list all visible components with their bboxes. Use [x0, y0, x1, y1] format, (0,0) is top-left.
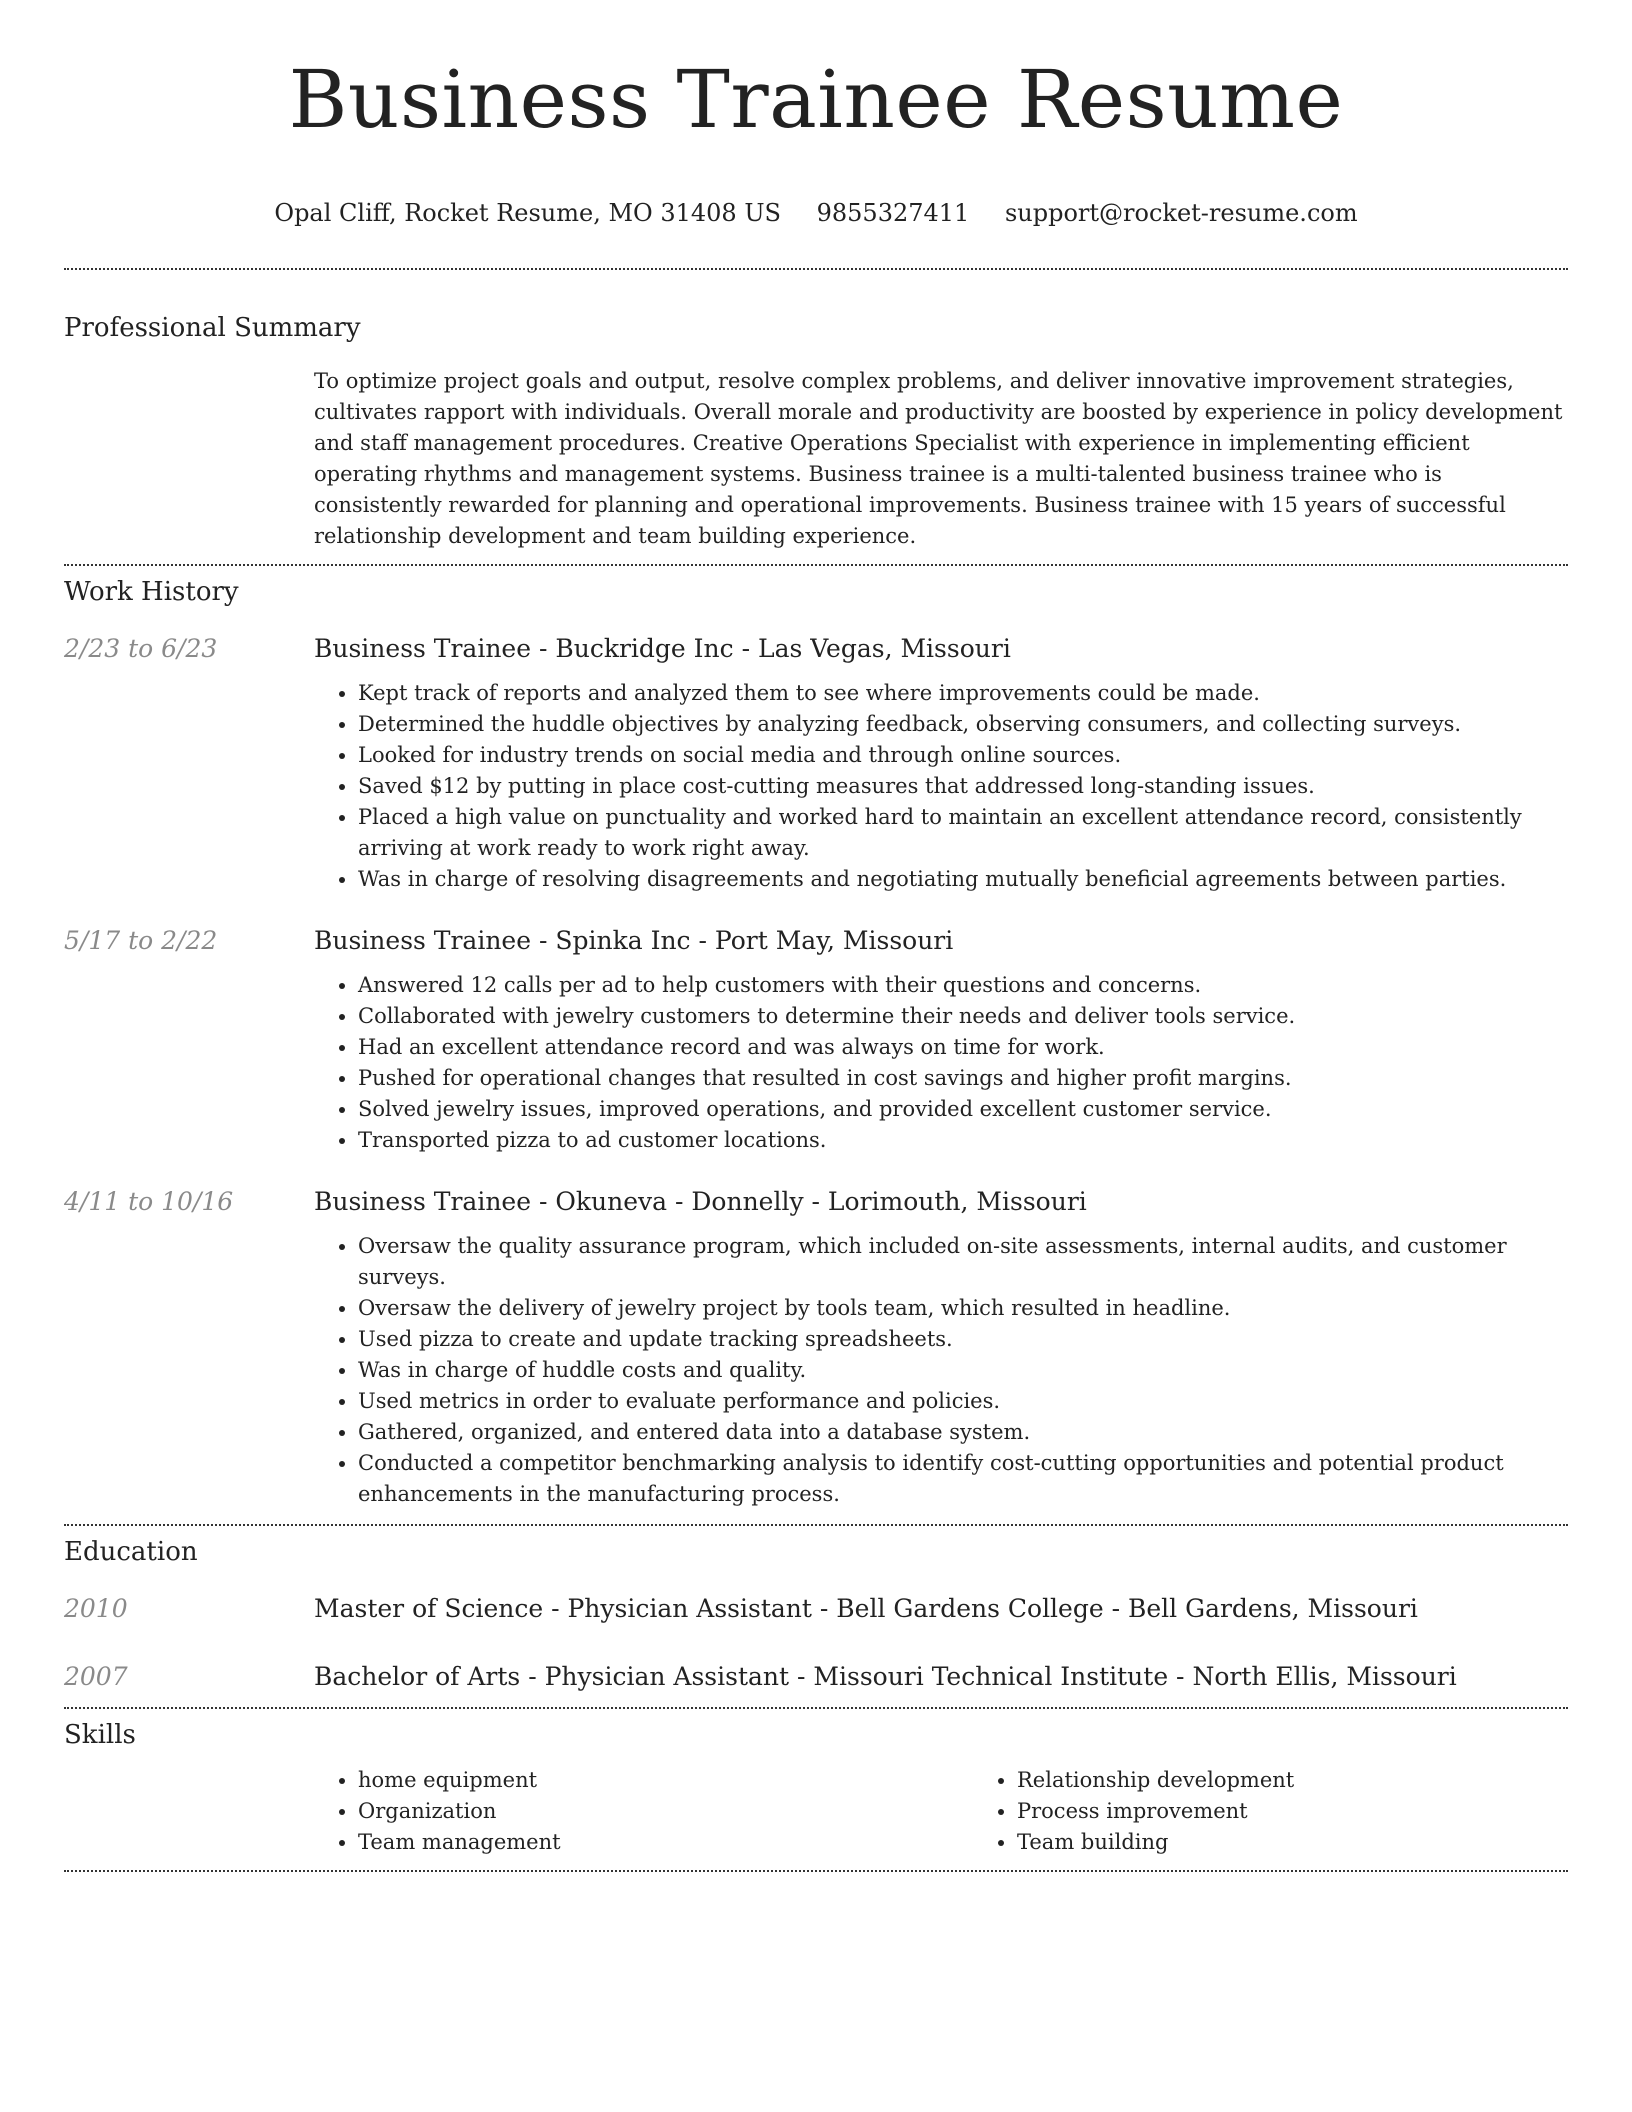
divider: [64, 1707, 1568, 1709]
list-item: • Team building: [1017, 1827, 1632, 1858]
list-item: • Used pizza to create and update tracking spreadsheets.: [358, 1324, 1568, 1355]
phone: 9855327411: [816, 199, 970, 227]
list-item: • Transported pizza to ad customer locations.: [358, 1125, 1568, 1156]
education-heading: Education: [64, 1537, 198, 1567]
skills-heading: Skills: [64, 1720, 136, 1750]
list-item: • Oversaw the quality assurance program, which included on-site assessments, internal audits, and customer surveys.: [358, 1231, 1568, 1293]
list-item: • Kept track of reports and analyzed them to see where improvements could be made.: [358, 678, 1568, 709]
list-item: • Pushed for operational changes that resulted in cost savings and higher profit margins.: [358, 1063, 1568, 1094]
email: support@rocket-resume.com: [1004, 199, 1358, 227]
school: - Bell Gardens College - Bell Gardens, Missouri: [811, 1594, 1418, 1623]
list-item: • Process improvement: [1017, 1796, 1632, 1827]
divider: [64, 1870, 1568, 1872]
work-history-heading: Work History: [64, 577, 239, 607]
list-item: • Collaborated with jewelry customers to determine their needs and deliver tools service.: [358, 1001, 1568, 1032]
school: - Missouri Technical Institute - North Ellis, Missouri: [789, 1662, 1457, 1691]
education-entry: [64, 1661, 1568, 1693]
job-bullets: [314, 678, 1568, 895]
job-dates: 5/17 to 2/22: [64, 926, 218, 955]
education-year: 2010: [64, 1594, 128, 1623]
resume-title: Business Trainee Resume: [288, 53, 1344, 146]
list-item: • Saved $12 by putting in place cost-cutting measures that addressed long-standing issues.: [358, 771, 1568, 802]
address: Opal Cliff, Rocket Resume, MO 31408 US: [274, 199, 781, 227]
summary-heading: Professional Summary: [64, 313, 361, 343]
resume-page: [64, 0, 1568, 1872]
divider: [64, 1524, 1568, 1526]
list-item: • Used metrics in order to evaluate performance and policies.: [358, 1386, 1568, 1417]
job-entry: [64, 925, 1568, 1156]
skills-column: [973, 1765, 1632, 1858]
job-dates: 2/23 to 6/23: [64, 634, 218, 663]
list-item: • Organization: [358, 1796, 973, 1827]
divider: [64, 564, 1568, 566]
job-title: Business Trainee - Spinka Inc - Port May, Missouri: [314, 926, 954, 955]
list-item: • Gathered, organized, and entered data into a database system.: [358, 1417, 1568, 1448]
job-bullets: [314, 1231, 1568, 1510]
list-item: • home equipment: [358, 1765, 973, 1796]
job-dates: 4/11 to 10/16: [64, 1187, 234, 1216]
list-item: • Conducted a competitor benchmarking analysis to identify cost-cutting opportunities and potential product enhancements in the manufacturing process.: [358, 1448, 1568, 1510]
list-item: • Was in charge of resolving disagreements and negotiating mutually beneficial agreements between parties.: [358, 864, 1568, 895]
list-item: • Solved jewelry issues, improved operations, and provided excellent customer service.: [358, 1094, 1568, 1125]
job-title: Business Trainee - Okuneva - Donnelly - Lorimouth, Missouri: [314, 1187, 1087, 1216]
job-entry: [64, 633, 1568, 895]
contact-line: [64, 196, 1568, 230]
job-bullets: [314, 970, 1568, 1156]
degree: Master of Science - Physician Assistant: [314, 1594, 812, 1623]
list-item: • Answered 12 calls per ad to help customers with their questions and concerns.: [358, 970, 1568, 1001]
list-item: • Looked for industry trends on social media and through online sources.: [358, 740, 1568, 771]
summary-text: To optimize project goals and output, resolve complex problems, and deliver innovative improvement strategies, cultivates rapport with individuals. Overall morale and productivity are boosted by experience in policy development and staff management procedures. Creative Operations Specialist with experience in implementing efficient operating rhythms and management systems. Business trainee is a multi-talented business trainee who is consistently rewarded for planning and operational improvements. Business trainee with 15 years of successful relationship development and team building experience.: [314, 369, 1563, 548]
list-item: • Was in charge of huddle costs and quality.: [358, 1355, 1568, 1386]
list-item: • Placed a high value on punctuality and worked hard to maintain an excellent attendance record, consistently arriving at work ready to work right away.: [358, 802, 1568, 864]
list-item: • Relationship development: [1017, 1765, 1632, 1796]
list-item: • Had an excellent attendance record and was always on time for work.: [358, 1032, 1568, 1063]
skills-column: [314, 1765, 973, 1858]
education-entry: [64, 1593, 1568, 1625]
divider: [64, 268, 1568, 270]
job-entry: [64, 1186, 1568, 1510]
degree: Bachelor of Arts - Physician Assistant: [314, 1662, 790, 1691]
list-item: • Determined the huddle objectives by analyzing feedback, observing consumers, and collecting surveys.: [358, 709, 1568, 740]
education-year: 2007: [64, 1662, 128, 1691]
job-title: Business Trainee - Buckridge Inc - Las Vegas, Missouri: [314, 634, 1011, 663]
list-item: • Oversaw the delivery of jewelry project by tools team, which resulted in headline.: [358, 1293, 1568, 1324]
skills-list: [314, 1765, 1632, 1858]
list-item: • Team management: [358, 1827, 973, 1858]
